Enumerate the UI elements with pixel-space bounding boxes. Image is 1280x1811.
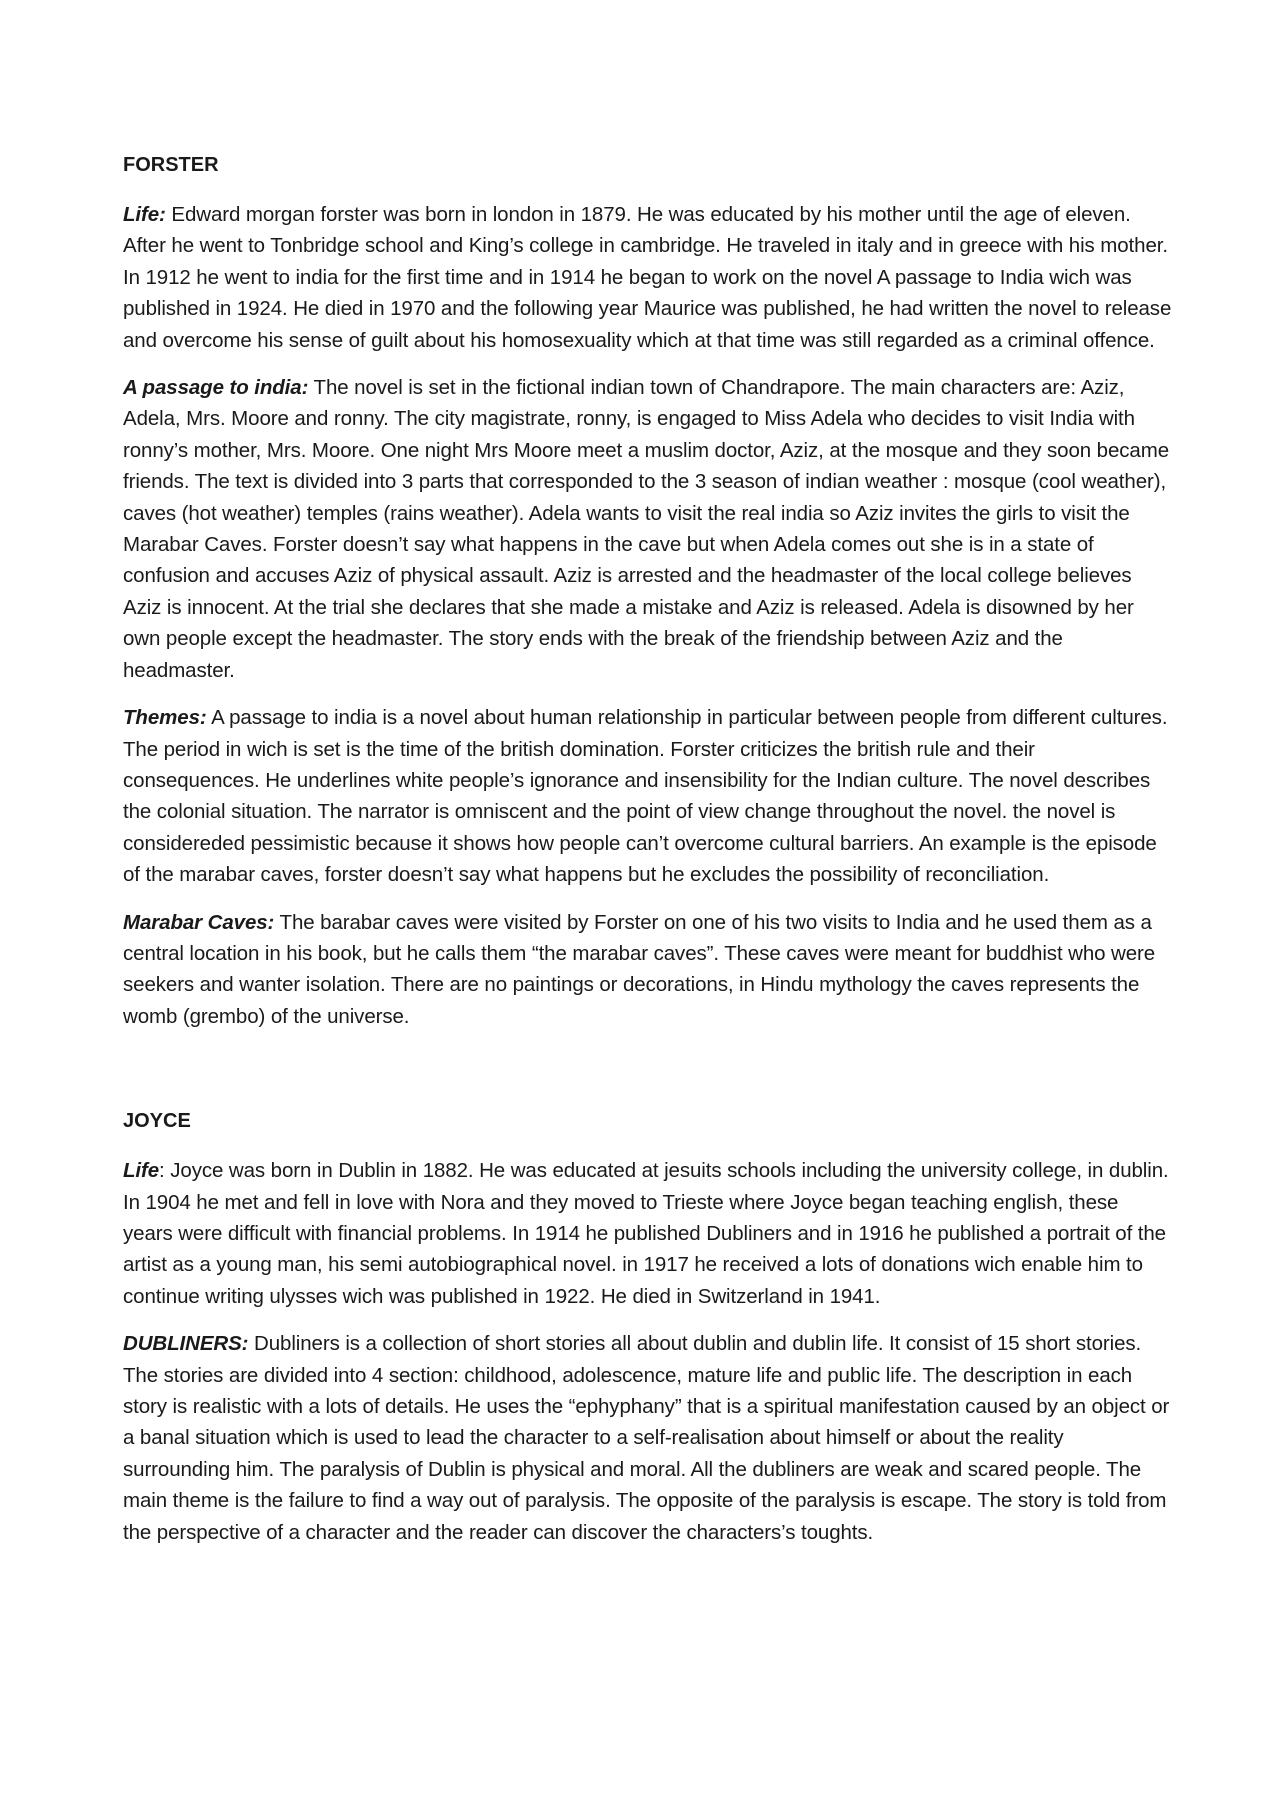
joyce-section (123, 1108, 1173, 1548)
dubliners-label: DUBLINERS: (123, 1332, 249, 1356)
document-page (123, 152, 1173, 1564)
forster-heading: FORSTER (123, 154, 219, 176)
joyce-life-text: Joyce was born in Dublin in 1882. He was educated at jesuits schools including the university college, in dublin. In 1904 he met and fell in love with Nora and they moved to Trieste where Joyce began teaching english, these years were difficult with financial problems. In 1914 he published Dubliners and in 1916 he published a portrait of the artist as a young man, his semi autobiographical novel. in 1917 he received a lots of donations wich enable him to continue writing ulysses wich was published in 1922. He died in Switzerland in 1941. (123, 1159, 1169, 1308)
marabar-caves-label: Marabar Caves: (123, 910, 275, 934)
forster-section (123, 152, 1173, 1032)
forster-life-text: Edward morgan forster was born in london in 1879. He was educated by his mother until the age of eleven. After he went to Tonbridge school and King’s college in cambridge. He traveled in italy and in greece with his mother. In 1912 he went to india for the first time and in 1914 he began to work on the novel A passage to India wich was published in 1924. He died in 1970 and the following year Maurice was published, he had written the novel to release and overcome his sense of guilt about his homosexuality which at that time was still regarded as a criminal offence. (123, 203, 1172, 352)
dubliners-paragraph (123, 1328, 1173, 1548)
themes-paragraph (123, 702, 1173, 890)
marabar-caves-paragraph (123, 907, 1173, 1033)
forster-life-label: Life: (123, 203, 166, 226)
joyce-life-colon: : (159, 1159, 165, 1183)
passage-to-india-label: A passage to india: (123, 376, 309, 400)
dubliners-text: Dubliners is a collection of short stories all about dublin and dublin life. It consist of 15 short stories. The stories are divided into 4 section: childhood, adolescence, mature life and public life. The description in each story is realistic with a lots of details. He uses the “ephyphany” that is a spiritual manifestation caused by an object or a banal situation which is used to lead the character to a self-realisation about himself or about the reality surrounding him. The paralysis of Dublin is physical and moral. All the dubliners are weak and scared people. The main theme is the failure to find a way out of paralysis. The opposite of the paralysis is escape. The story is told from the perspective of a character and the reader can discover the characters’s toughts. (123, 1332, 1170, 1544)
marabar-caves-text: The barabar caves were visited by Forster on one of his two visits to India and he used them as a central location in his book, but he calls them “the marabar caves”. These caves were meant for buddhist who were seekers and wanter isolation. There are no paintings or decorations, in Hindu mythology the caves represents the womb (grembo) of the universe. (123, 910, 1156, 1028)
themes-text: A passage to india is a novel about human relationship in particular between people from different cultures. The period in wich is set is the time of the british domination. Forster criticizes the british rule and their consequences. He underlines white people’s ignorance and insensibility for the Indian culture. The novel describes the colonial situation. The narrator is omniscent and the point of view change throughout the novel. the novel is considereded pessimistic because it shows how people can’t overcome cultural barriers. An example is the episode of the marabar caves, forster doesn’t say what happens but he excludes the possibility of reconciliation. (123, 706, 1168, 887)
joyce-heading: JOYCE (123, 1110, 191, 1133)
joyce-life-label: Life (123, 1159, 160, 1183)
forster-life-paragraph (123, 199, 1173, 356)
passage-to-india-paragraph (123, 372, 1173, 686)
themes-label: Themes: (123, 706, 207, 730)
section-spacer (123, 1048, 1173, 1108)
joyce-life-paragraph (123, 1155, 1173, 1312)
passage-to-india-text: The novel is set in the fictional indian town of Chandrapore. The main characters are: Aziz, Adela, Mrs. Moore and ronny. The city magistrate, ronny, is engaged to Miss Adela who decides to visit India with ronny’s mother, Mrs. Moore. One night Mrs Moore meet a muslim doctor, Aziz, at the mosque and they soon became friends. The text is divided into 3 parts that corresponded to the 3 season of indian weather : mosque (cool weather), caves (hot weather) temples (rains weather). Adela wants to visit the real india so Aziz invites the girls to visit the Marabar Caves. Forster doesn’t say what happens in the cave but when Adela comes out she is in a state of confusion and accuses Aziz of physical assault. Aziz is arrested and the headmaster of the local college believes Aziz is innocent. At the trial she declares that she made a mistake and Aziz is released. Adela is disowned by her own people except the headmaster. The story ends with the break of the friendship between Aziz and the headmaster. (123, 376, 1169, 682)
